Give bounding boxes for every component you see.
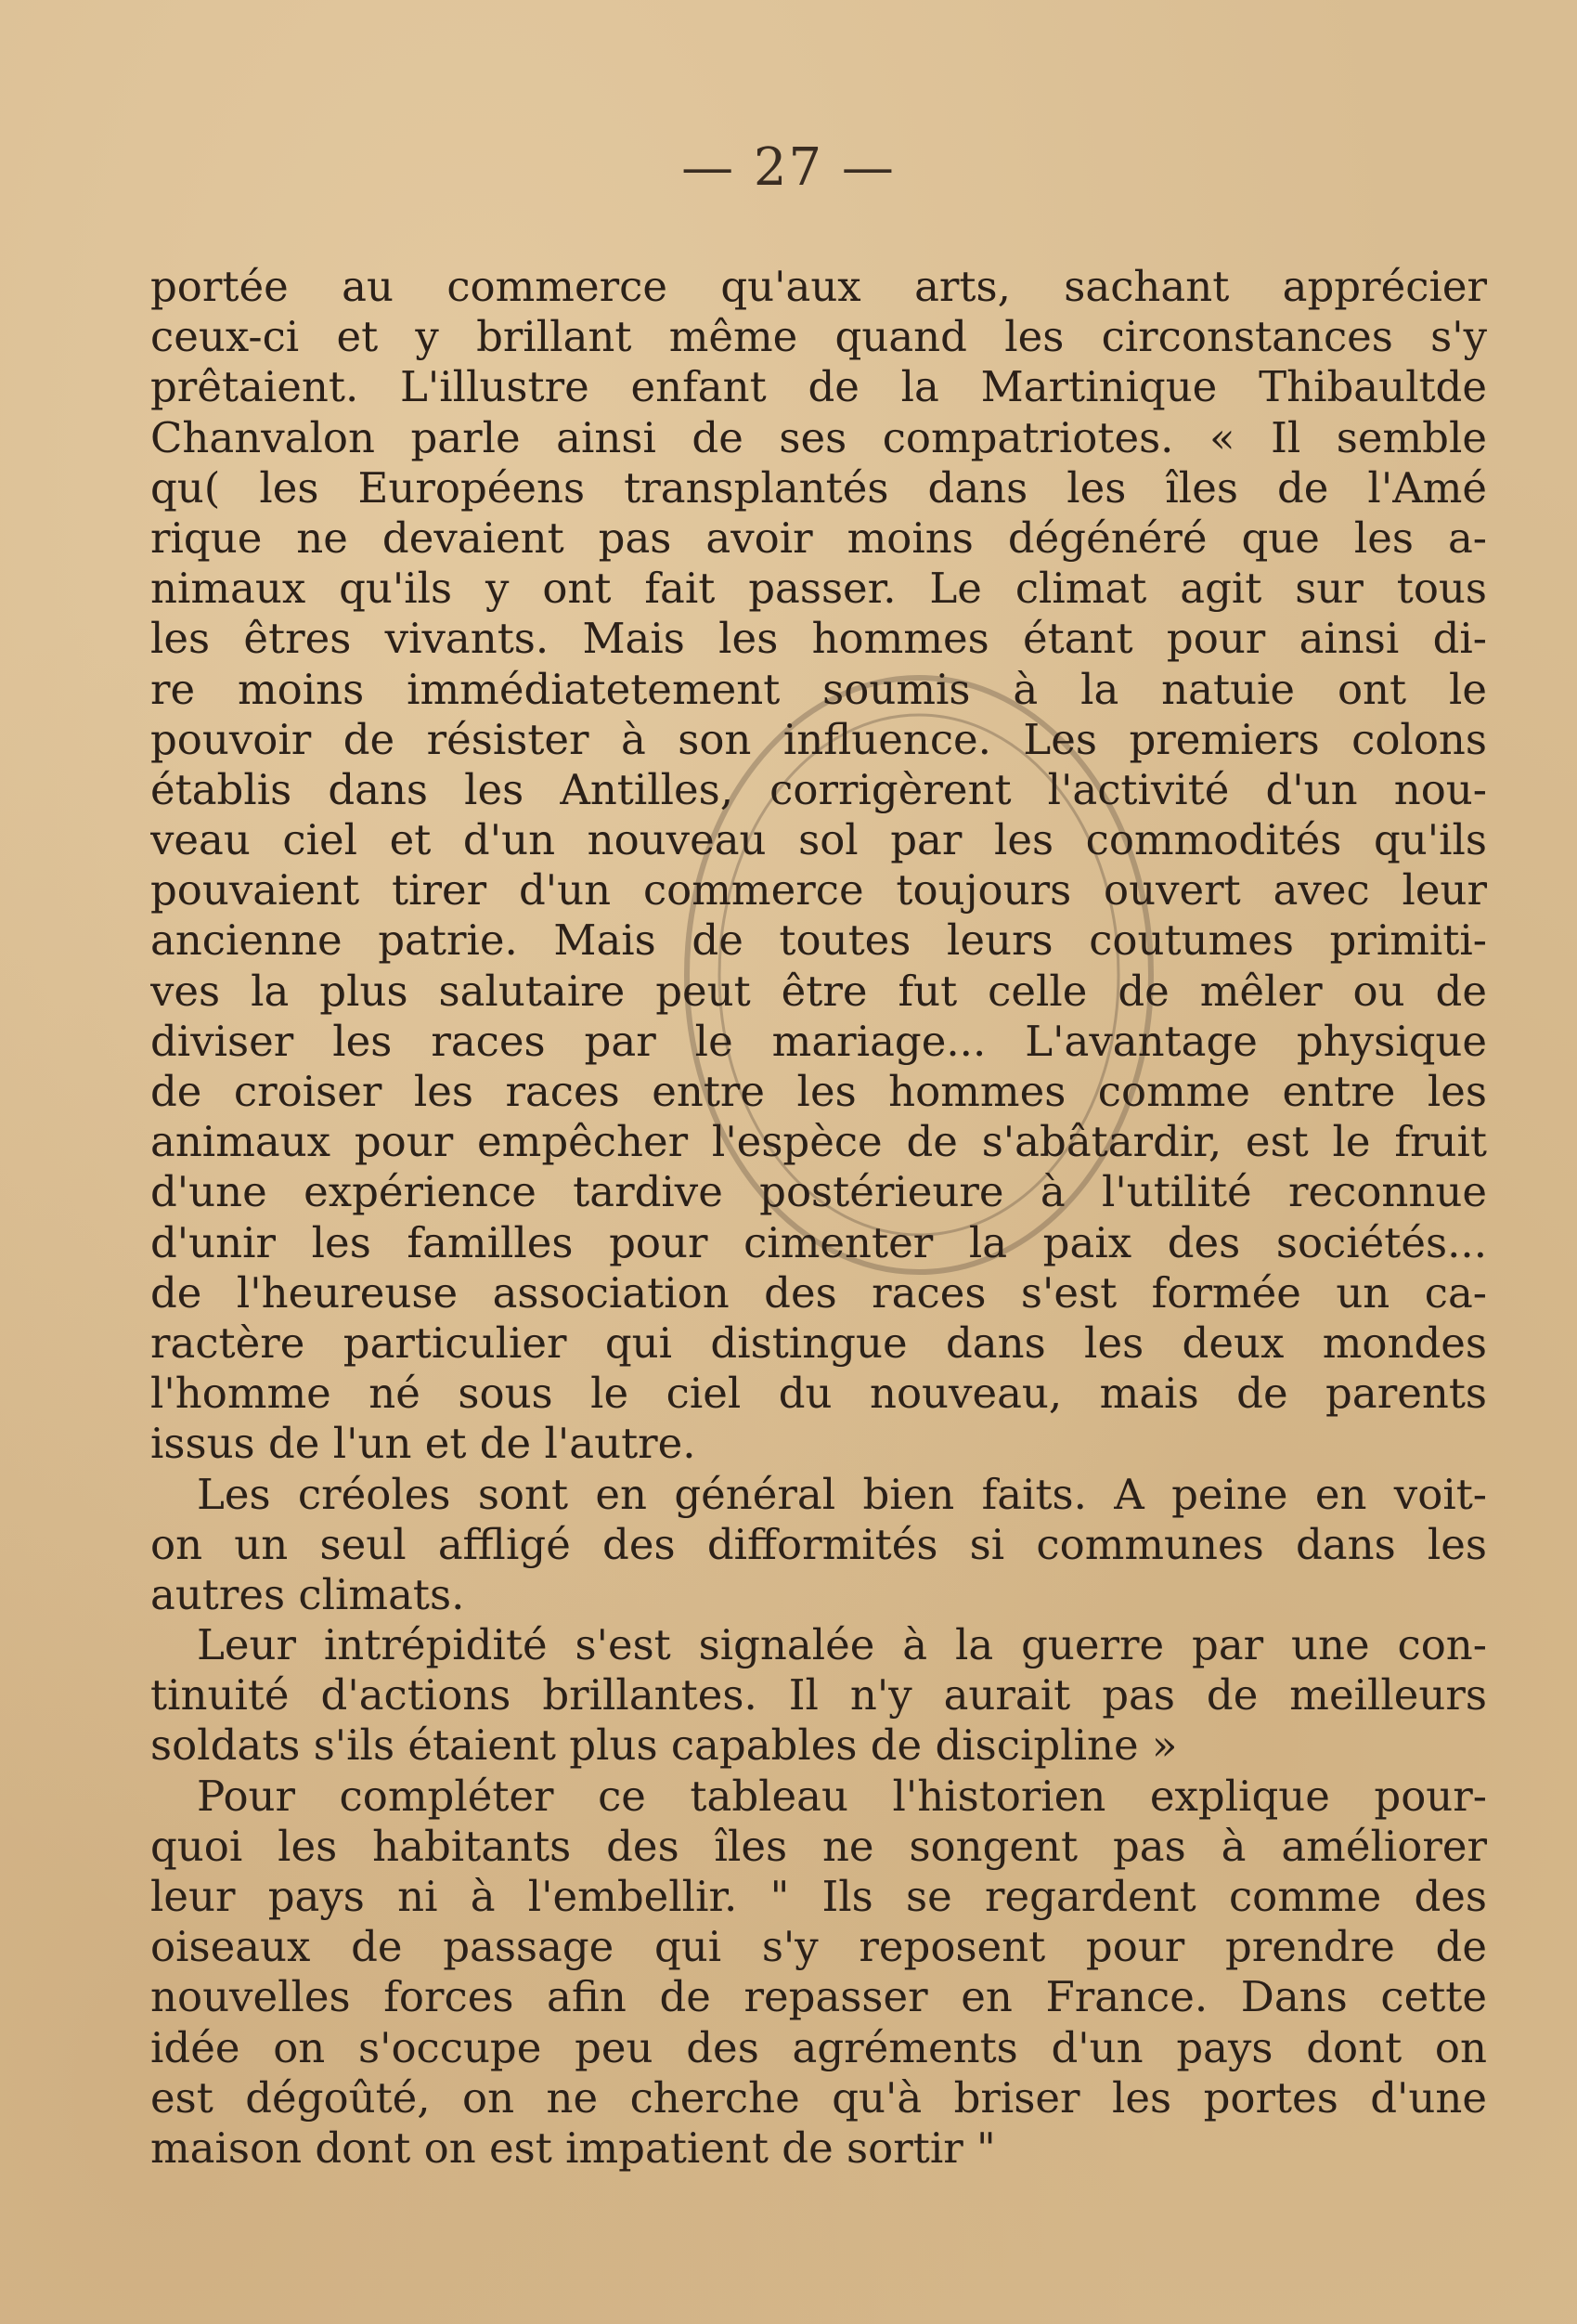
text-line: prêtaient. L'illustre enfant de la Martinique Thibaultde	[150, 362, 1487, 412]
text-line: quoi les habitants des îles ne songent pas à améliorer	[150, 1821, 1487, 1871]
text-line: leur pays ni à l'embellir. " Ils se regardent comme des	[150, 1872, 1487, 1921]
body-text	[150, 262, 1487, 2174]
text-line: est dégoûté, on ne cherche qu'à briser les portes d'une	[150, 2072, 1487, 2123]
text-line: maison dont on est impatient de sortir "	[150, 2123, 996, 2173]
text-line: rique ne devaient pas avoir moins dégénéré que les a-	[150, 513, 1487, 563]
text-line: de l'heureuse association des races s'est formée un ca-	[150, 1267, 1487, 1318]
text-line: idée on s'occupe peu des agréments d'un pays dont on	[150, 2022, 1487, 2072]
text-line: les êtres vivants. Mais les hommes étant pour ainsi di-	[150, 614, 1487, 664]
page-number: — 27 —	[681, 137, 896, 198]
text-line: issus de l'un et de l'autre.	[150, 1419, 696, 1469]
text-line: de croiser les races entre les hommes comme entre les	[150, 1067, 1487, 1116]
text-line: ancienne patrie. Mais de toutes leurs coutumes primiti-	[150, 915, 1487, 966]
text-line: établis dans les Antilles, corrigèrent l'activité d'un nou-	[150, 764, 1487, 814]
text-line: ceux-ci et y brillant même quand les circonstances s'y	[150, 312, 1487, 362]
text-line: veau ciel et d'un nouveau sol par les commodités qu'ils	[150, 815, 1487, 865]
text-line: ractère particulier qui distingue dans les deux mondes	[150, 1318, 1487, 1368]
text-line: Chanvalon parle ainsi de ses compatriotes. « Il semble	[150, 412, 1487, 462]
text-line: autres climats.	[150, 1569, 465, 1619]
text-line: Leur intrépidité s'est signalée à la guerre par une con-	[197, 1620, 1487, 1670]
text-line: d'une expérience tardive postérieure à l'utilité reconnue	[150, 1167, 1487, 1217]
text-line: qu( les Européens transplantés dans les îles de l'Amé	[150, 462, 1487, 513]
text-line: pouvoir de résister à son influence. Les premiers colons	[150, 714, 1487, 764]
text-line: oiseaux de passage qui s'y reposent pour prendre de	[150, 1922, 1487, 1972]
text-line: diviser les races par le mariage... L'avantage physique	[150, 1016, 1487, 1066]
text-line: soldats s'ils étaient plus capables de discipline »	[150, 1720, 1178, 1771]
text-line: d'unir les familles pour cimenter la paix des sociétés...	[150, 1217, 1487, 1267]
text-line: portée au commerce qu'aux arts, sachant apprécier	[150, 262, 1487, 311]
text-line: on un seul affligé des difformités si communes dans les	[150, 1519, 1487, 1569]
text-line: nouvelles forces afin de repasser en France. Dans cette	[150, 1972, 1487, 2022]
text-line: ves la plus salutaire peut être fut celle de mêler ou de	[150, 966, 1487, 1016]
text-line: animaux pour empêcher l'espèce de s'abâtardir, est le fruit	[150, 1117, 1487, 1167]
text-line: Les créoles sont en général bien faits. A peine en voit-	[197, 1469, 1487, 1519]
text-line: nimaux qu'ils y ont fait passer. Le climat agit sur tous	[150, 564, 1487, 614]
text-line: pouvaient tirer d'un commerce toujours ouvert avec leur	[150, 865, 1487, 915]
text-line: l'homme né sous le ciel du nouveau, mais de parents	[150, 1369, 1487, 1419]
text-line: re moins immédiatetement soumis à la natuie ont le	[150, 664, 1487, 714]
text-line: Pour compléter ce tableau l'historien explique pour-	[197, 1771, 1487, 1821]
text-line: tinuité d'actions brillantes. Il n'y aurait pas de meilleurs	[150, 1670, 1487, 1720]
